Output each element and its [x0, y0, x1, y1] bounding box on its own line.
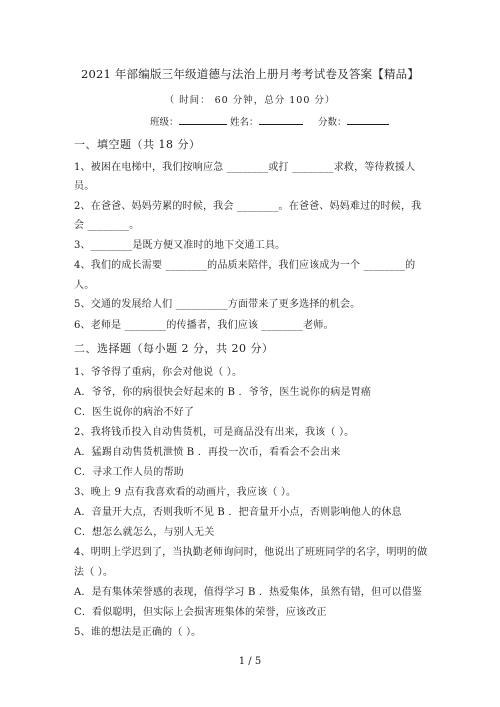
class-field: [150, 114, 227, 128]
fill-question-line: 3、________是既方便又准时的地下交通工具。: [74, 240, 286, 251]
choice-option-line: A．是有集体荣誉感的表现，值得学习 B ．热爱集体，虽然有错，但可以借鉴: [74, 587, 423, 598]
name-label: 姓名：: [230, 117, 259, 128]
name-blank: [259, 114, 303, 125]
choice-option-line: A．音量开大点，否则我听不见 B ．把音量开小点，否则影响他人的休息: [74, 507, 402, 518]
choice-question-line: 4、明明上学迟到了，当执勤老师询问时，他说出了班班同学的名字，明明的做: [74, 547, 428, 558]
score-label: 分数：: [318, 117, 347, 128]
name-field: [230, 114, 303, 128]
choice-question-line: 法（ ）。: [74, 567, 114, 578]
choice-question-line: 2、我将钱币投入自动售货机，可是商品没有出来，我该（ ）。: [74, 427, 355, 438]
choice-option-line: C．想怎么就怎么，与别人无关: [74, 527, 215, 538]
fill-question-line: 会 ________。: [74, 220, 140, 231]
score-blank: [347, 114, 389, 125]
choice-option-line: C．医生说你的病治不好了: [74, 407, 195, 418]
fill-question-line: 员。: [74, 181, 95, 192]
section-fill-in-heading: 一、填空题（共 18 分）: [74, 138, 201, 151]
exam-time-score-info: （ 时间： 60 分钟，总分 100 分）: [164, 95, 336, 106]
choice-question-line: 5、谁的想法是正确的（ ）。: [74, 627, 202, 638]
choice-option-line: A．猛踢自动售货机泄愤 B ．再投一次币，看看会不会出来: [74, 447, 341, 458]
fill-question-line: 5、交通的发展给人们 __________方面带来了更多选择的机会。: [74, 299, 361, 310]
fill-question-line: 4、我们的成长需要 ________的品质来陪伴，我们应该成为一个 ________的: [74, 260, 416, 271]
choice-option-line: C．寻求工作人员的帮助: [74, 467, 184, 478]
section-choice-heading: 二、选择题（每小题 2 分，共 20 分）: [74, 342, 274, 355]
class-label: 班级：: [150, 117, 179, 128]
fill-question-line: 2、在爸爸、妈妈劳累的时候，我会 ________。在爸爸、妈妈难过的时候，我: [74, 201, 422, 212]
page-number: 1 / 5: [238, 656, 262, 667]
score-field: [318, 114, 389, 128]
class-blank: [179, 114, 227, 125]
student-info-row: [0, 114, 500, 128]
document-title: 2021 年部编版三年级道德与法治上册月考考试卷及答案【精品】: [80, 67, 420, 81]
choice-question-line: 3、晚上 9 点有我喜欢看的动画片，我应该（ ）。: [74, 487, 297, 498]
choice-question-line: 1、爷爷得了重病，你会对他说（ ）。: [74, 367, 243, 378]
choice-option-line: C．看似聪明，但实际上会损害班集体的荣誉，应该改正: [74, 607, 327, 618]
fill-question-line: 人。: [74, 280, 95, 291]
fill-question-line: 6、老师是 ________的传播者，我们应该 ________老师。: [74, 320, 334, 331]
fill-question-line: 1、被困在电梯中，我们按响应急 ________或打 ________求救，等待救援人: [74, 162, 416, 173]
choice-option-line: A．爷爷，你的病很快会好起来的 B ．爷爷，医生说你的病是胃癌: [74, 387, 372, 398]
